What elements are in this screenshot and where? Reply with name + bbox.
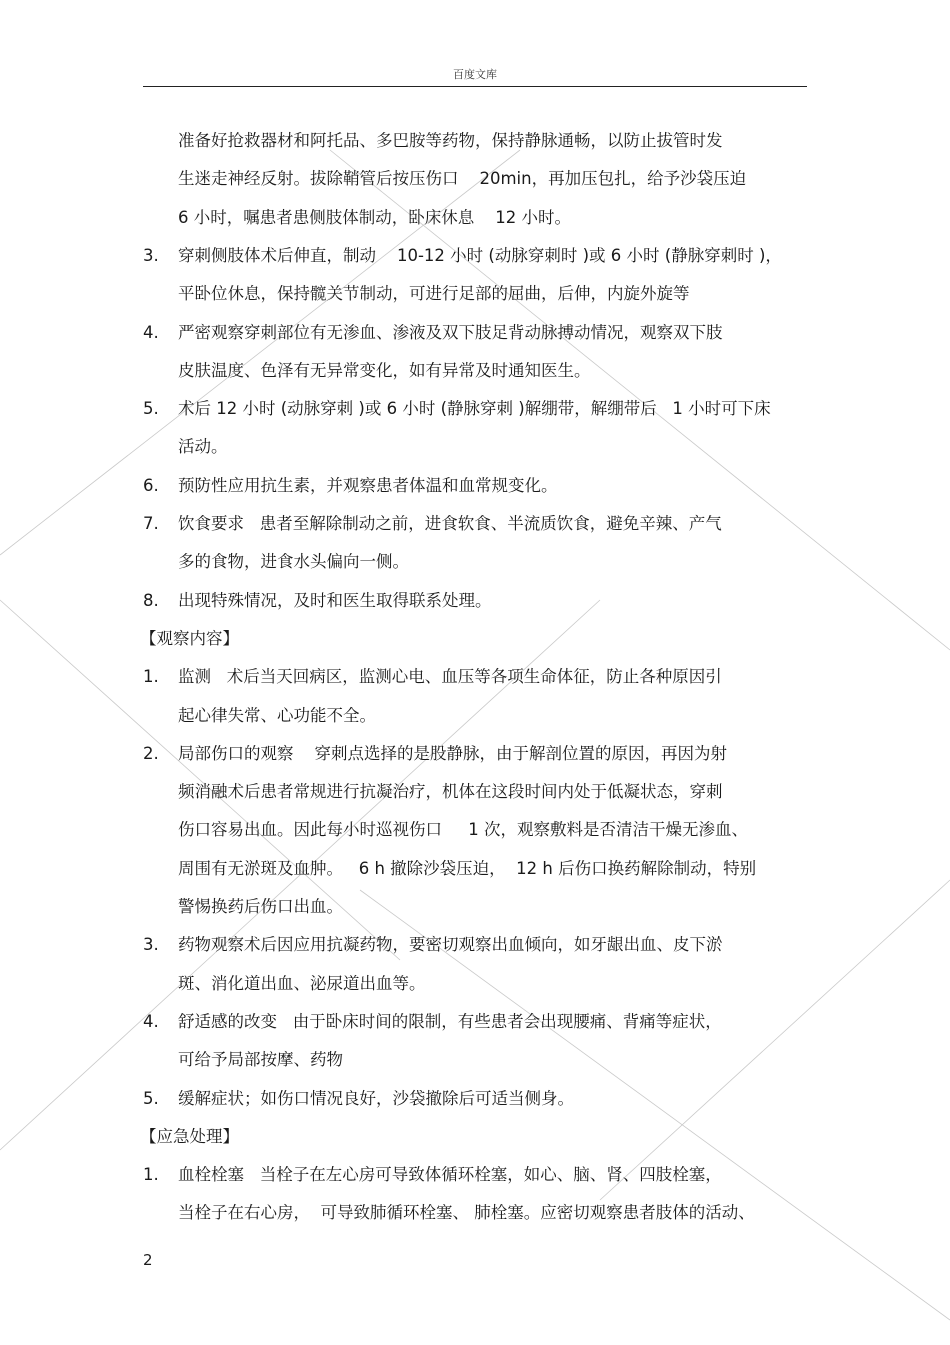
body-text-line: 平卧位休息，保持髋关节制动，可进行足部的屈曲，后伸，内旋外旋等 [178,284,690,304]
body-text-line: 监测 术后当天回病区，监测心电、血压等各项生命体征，防止各种原因引 [178,667,722,687]
list-number: 7. [143,514,159,533]
list-number: 5. [143,399,159,419]
body-text-line: 穿刺侧肢体术后伸直，制动 10-12 小时 (动脉穿刺时 )或 6 小时 (静脉穿刺时 )， [178,245,782,265]
body-text-line: 术后 12 小时 (动脉穿刺 )或 6 小时 (静脉穿刺 )解绷带，解绷带后 1 小时可下床 [178,399,771,419]
body-text-line: 可给予局部按摩、药物 [178,1050,343,1070]
body-text-line: 缓解症状；如伤口情况良好，沙袋撤除后可适当侧身。 [178,1088,574,1108]
list-number: 1. [143,1165,159,1185]
list-number: 3. [143,935,159,955]
list-number: 1. [143,667,159,687]
section-heading: 【观察内容】 [140,628,239,648]
list-number: 4. [143,322,159,342]
section-heading: 【应急处理】 [140,1126,239,1146]
body-text-line: 多的食物，进食水头偏向一侧。 [178,552,409,572]
list-number: 5. [143,1088,159,1108]
body-text-line: 周围有无淤斑及血肿。 6 h 撤除沙袋压迫， 12 h 后伤口换药解除制动，特别 [178,858,757,878]
body-text-line: 生迷走神经反射。拔除鞘管后按压伤口 20min，再加压包扎，给予沙袋压迫 [178,169,747,189]
body-text-line: 皮肤温度、色泽有无异常变化，如有异常及时通知医生。 [178,360,591,380]
body-text-line: 严密观察穿刺部位有无渗血、渗液及双下肢足背动脉搏动情况，观察双下肢 [178,322,723,342]
body-text-line: 6 小时，嘱患者患侧肢体制动，卧床休息 12 小时。 [178,207,571,227]
body-text-line: 出现特殊情况，及时和医生取得联系处理。 [178,590,492,610]
body-text-line: 斑、消化道出血、泌尿道出血等。 [178,973,426,993]
body-text-line: 局部伤口的观察 穿刺点选择的是股静脉，由于解剖位置的原因，再因为射 [178,743,727,763]
body-text-line: 活动。 [178,437,228,457]
list-number: 2. [143,743,159,763]
list-number: 4. [143,1011,159,1031]
body-text-line: 警惕换药后伤口出血。 [178,897,343,916]
page-header-title: 百度文库 [453,68,497,81]
body-text-line: 预防性应用抗生素，并观察患者体温和血常规变化。 [178,475,558,495]
body-text-line: 伤口容易出血。因此每小时巡视伤口 1 次，观察敷料是否清洁干燥无渗血、 [178,820,748,840]
body-text-line: 准备好抢救器材和阿托品、多巴胺等药物，保持静脉通畅，以防止拔管时发 [178,131,723,150]
body-text-line: 饮食要求 患者至解除制动之前，进食软食、半流质饮食，避免辛辣、产气 [178,514,722,533]
body-text-line: 药物观察术后因应用抗凝药物，要密切观察出血倾向，如牙龈出血、皮下淤 [178,935,723,955]
list-number: 3. [143,245,159,265]
list-number: 8. [143,590,159,610]
body-text-line: 起心律失常、心功能不全。 [178,705,376,725]
body-text-line: 频消融术后患者常规进行抗凝治疗，机体在这段时间内处于低凝状态，穿刺 [178,782,723,802]
page-number: 2 [143,1251,153,1269]
body-text-line: 血栓栓塞 当栓子在左心房可导致体循环栓塞，如心、脑、肾、四肢栓塞， [178,1165,722,1185]
header-divider [143,86,807,87]
body-text-line: 舒适感的改变 由于卧床时间的限制，有些患者会出现腰痛、背痛等症状， [178,1011,722,1031]
list-number: 6. [143,475,159,495]
body-text-line: 当栓子在右心房， 可导致肺循环栓塞、 肺栓塞。应密切观察患者肢体的活动、 [178,1203,755,1223]
